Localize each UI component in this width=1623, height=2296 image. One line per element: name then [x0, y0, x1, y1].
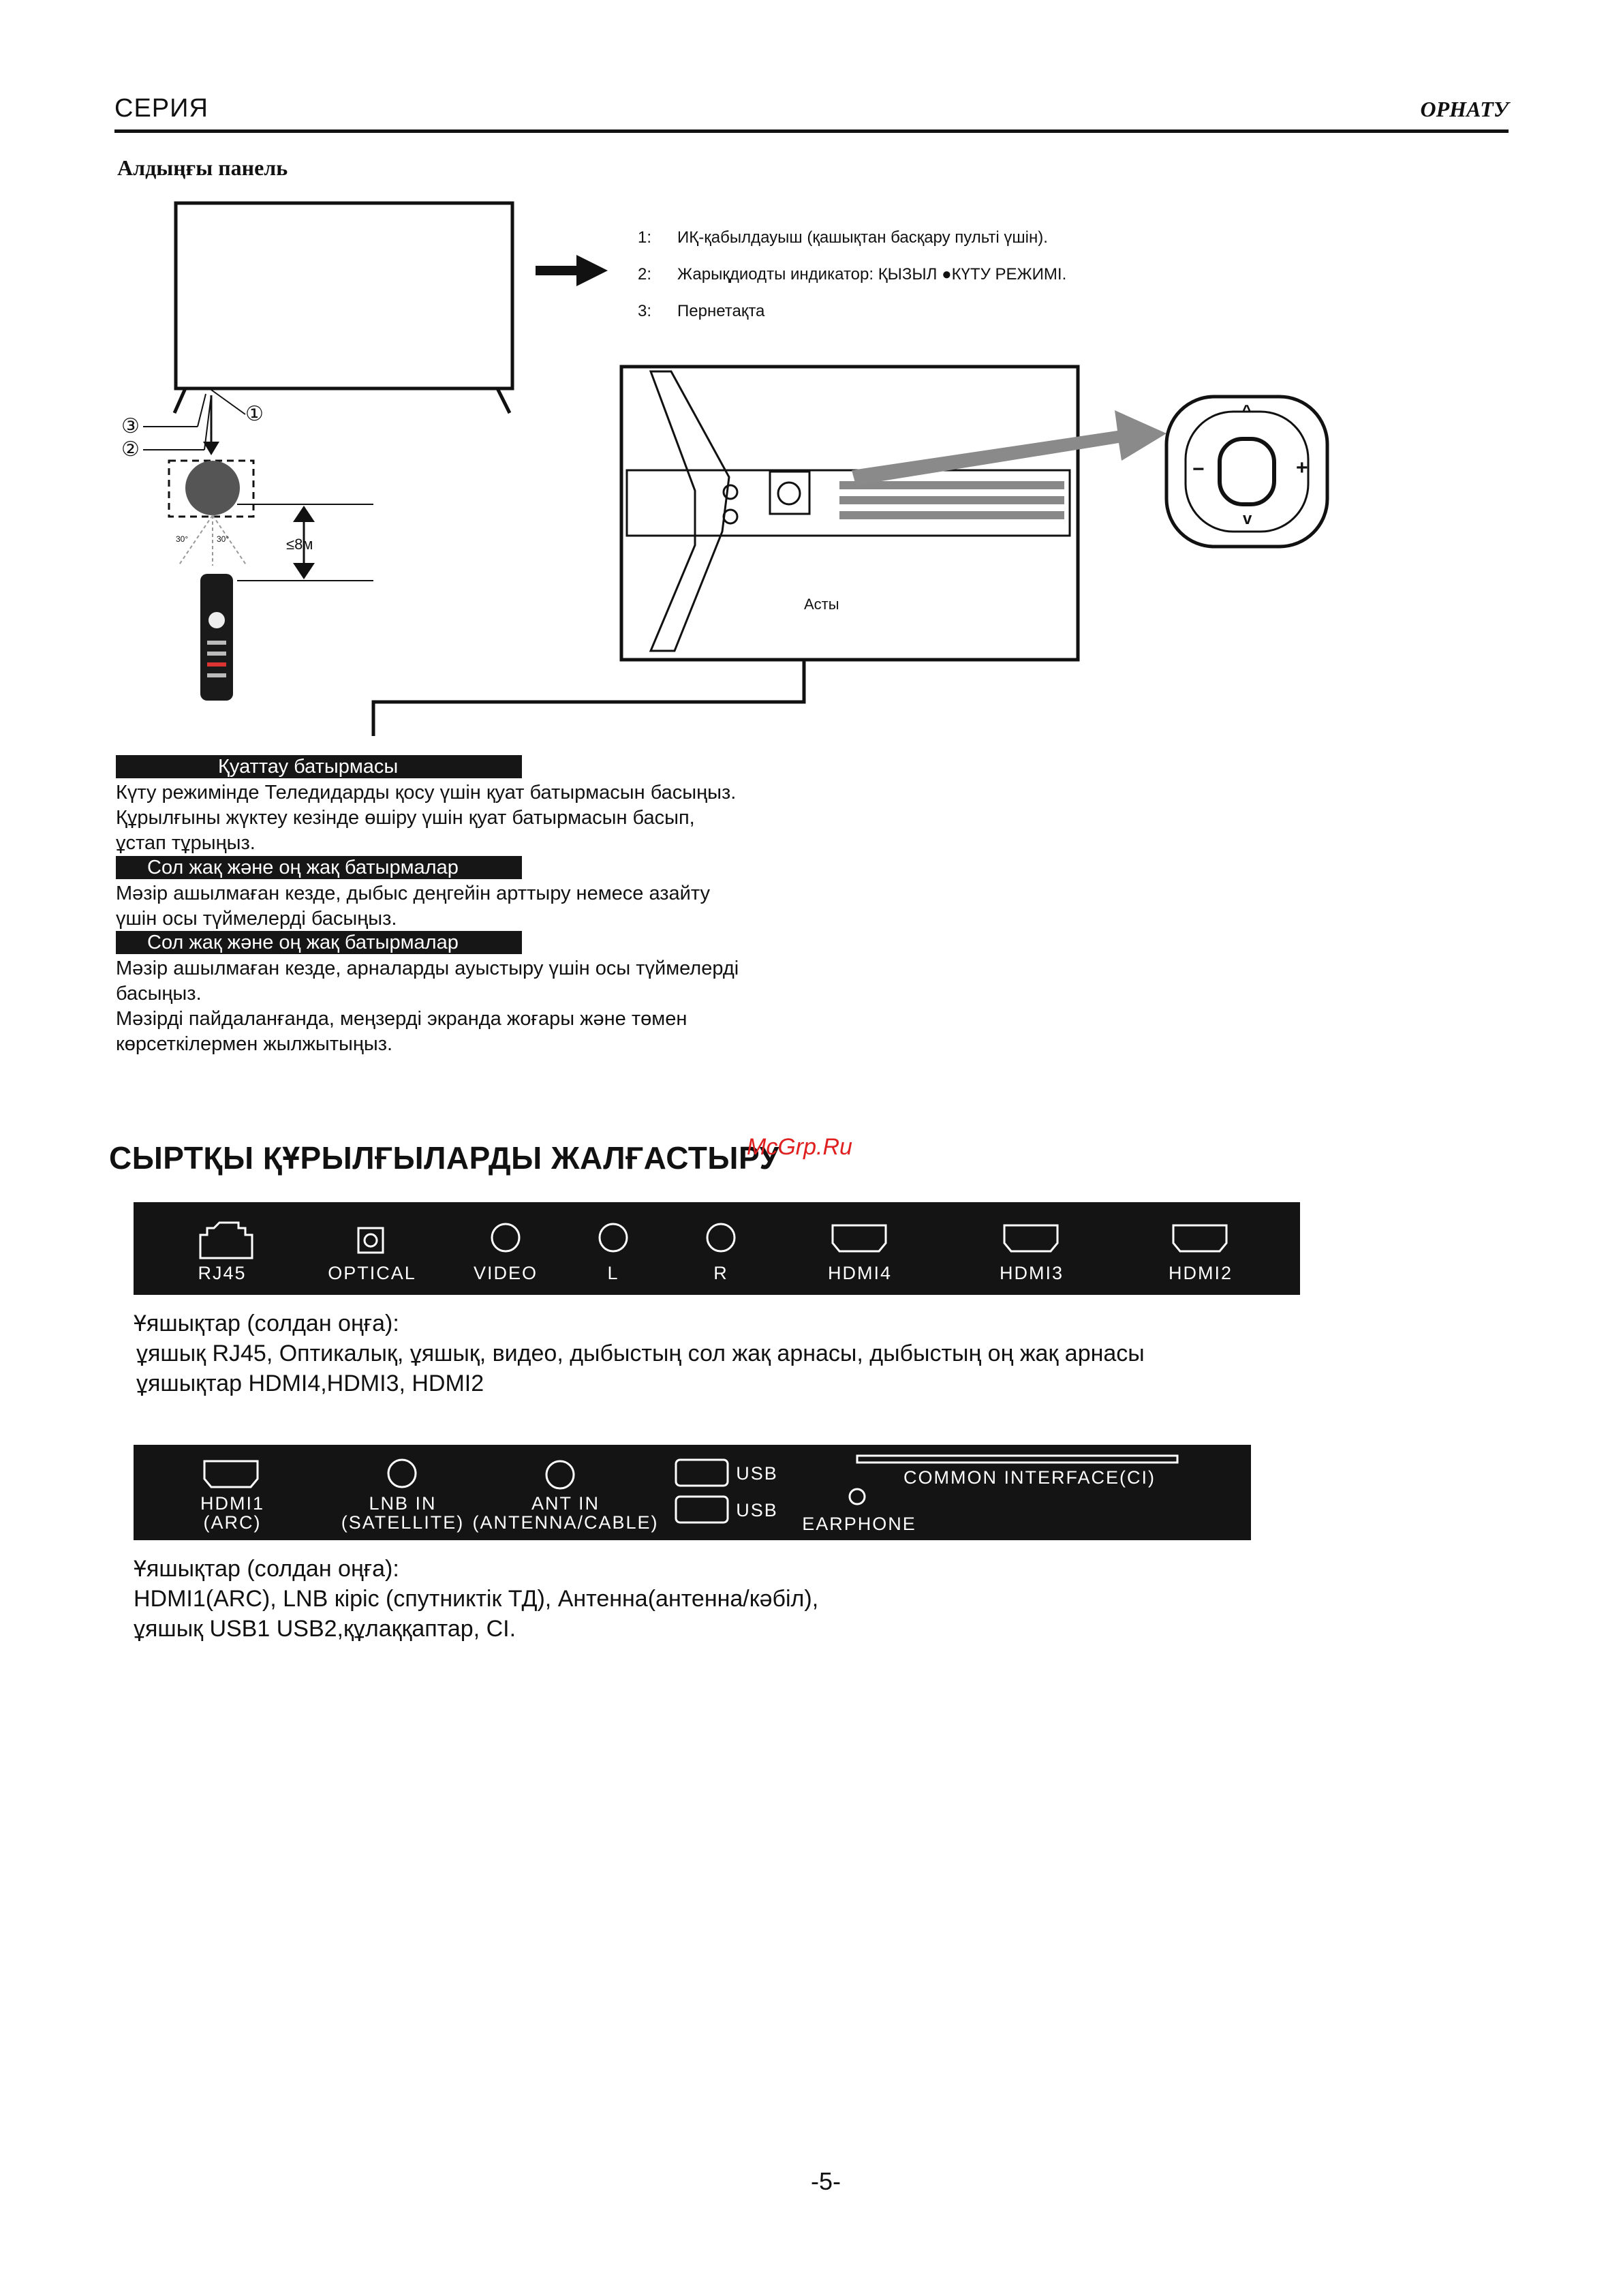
legend-item-3: 3: Пернетақта [638, 302, 765, 320]
callout-2: ② [121, 438, 140, 461]
remote-control [200, 574, 233, 701]
port-label-ant: ANT IN (ANTENNA/CABLE) [472, 1493, 659, 1533]
volume-buttons-text: Мәзір ашылмаған кезде, дыбыс деңгейін арттыру немесе азайту үшін осы түймелерді басыңыз. [116, 883, 710, 930]
callout-3: ③ [121, 415, 140, 438]
legend-arrow-shaft [536, 266, 578, 275]
front-panel-legend [638, 219, 1066, 330]
legend-item-1: 1: ИҚ-қабылдауыш (қашықтан басқару пульті үшін). [638, 228, 1048, 247]
lnb-port-icon [388, 1460, 416, 1487]
port-label-earphone: EARPHONE [802, 1514, 916, 1534]
connect-title: СЫРТҚЫ ҚҰРЫЛҒЫЛАРДЫ ЖАЛҒАСТЫРУ [109, 1140, 779, 1176]
hdmi2-port-icon [1173, 1225, 1226, 1251]
bottom-view-label: Асты [804, 596, 839, 613]
front-panel-title: Алдыңғы панель [117, 155, 288, 180]
panel-2-description: Ұяшықтар (солдан оңға): HDMI1(ARC), LNB кіріс (спутниктік ТД), Антенна(антенна/кәбіл), ұяшық USB1 USB2,құлаққаптар, CI. [134, 1556, 819, 1642]
hdmi4-port-icon [833, 1225, 886, 1251]
rear-panel-2-icons [134, 1445, 1251, 1540]
usb2-port-icon [676, 1497, 728, 1522]
port-label-hdmi3: HDMI3 [999, 1263, 1064, 1283]
port-label-l: L [607, 1263, 619, 1283]
power-button-text: Күту режимінде Теледидарды қосу үшін қуат батырмасын басыңыз. Құрылғыны жүктеу кезінде өшіру үшін қуат батырмасын басып, ұстап тұрыңыз. [116, 782, 737, 854]
channel-buttons-heading: Сол жақ және оң жақ батырмалар [116, 931, 522, 954]
tv-foot-left [174, 388, 185, 413]
keypad-center-button [1220, 439, 1274, 504]
usb1-port-icon [676, 1460, 728, 1486]
port-label-usb2: USB [736, 1500, 778, 1520]
page-number: -5- [811, 2167, 841, 2195]
port-label-lnb: LNB IN (SATELLITE) [341, 1493, 465, 1533]
rear-panel-2 [134, 1445, 1251, 1540]
angle-right-label: 30° [217, 534, 230, 544]
port-label-video: VIDEO [473, 1263, 538, 1283]
hdmi1-port-icon [204, 1461, 258, 1487]
legend-item-2: 2: Жарықдиодты индикатор: ҚЫЗЫЛ ●КҮТУ РЕЖИМІ. [638, 265, 1067, 284]
port-label-ci: COMMON INTERFACE(CI) [903, 1467, 1156, 1488]
panel-1-description: Ұяшықтар (солдан оңға): ұяшық RJ45, Оптикалық, ұяшық, видео, дыбыстың сол жақ арнасы, дыбыстың оң жақ арнасы ұяшықтар HDMI4,HDMI3, HDMI2 [134, 1311, 1145, 1396]
keypad-up-icon: ^ [1241, 401, 1252, 421]
ir-sensor [185, 461, 240, 515]
watermark: McGrp.Ru [747, 1134, 852, 1160]
keypad-plus-icon: + [1296, 457, 1308, 479]
keypad-down-icon: v [1243, 510, 1252, 528]
hdmi3-port-icon [1004, 1225, 1057, 1251]
section-label: ОРНАТУ [1420, 97, 1509, 121]
rj45-port-icon [200, 1223, 252, 1258]
port-label-rj45: RJ45 [198, 1263, 247, 1283]
channel-buttons-text: Мәзір ашылмаған кезде, арналарды ауыстыру үшін осы түймелерді басыңыз. Мәзірді пайдаланғанда, меңзерді экранда жоғары және төмен көрсеткілермен жылжытыңыз. [116, 958, 739, 1055]
rear-panel-1 [134, 1202, 1300, 1295]
port-label-optical: OPTICAL [328, 1263, 416, 1283]
legend-arrow-head [576, 255, 608, 286]
tv-foot-right [497, 388, 510, 413]
keypad-minus-icon: − [1192, 458, 1205, 480]
ant-port-icon [546, 1461, 574, 1488]
audio-l-port-icon [600, 1224, 627, 1251]
port-label-usb1: USB [736, 1463, 778, 1484]
series-label: СЕРИЯ [114, 94, 208, 123]
distance-label: ≤8м [286, 536, 313, 553]
header-rule [114, 129, 1509, 133]
tv-outline [176, 203, 512, 388]
video-port-icon [492, 1224, 519, 1251]
audio-r-port-icon [707, 1224, 735, 1251]
earphone-port-icon [850, 1489, 865, 1504]
port-label-hdmi1: HDMI1 (ARC) [200, 1493, 264, 1533]
ci-slot-icon [857, 1456, 1177, 1463]
port-label-r: R [713, 1263, 728, 1283]
angle-left-label: 30° [176, 534, 189, 544]
port-label-hdmi4: HDMI4 [827, 1263, 892, 1283]
optical-port-icon [358, 1228, 383, 1253]
port-label-hdmi2: HDMI2 [1168, 1263, 1233, 1283]
power-button-heading: Қуаттау батырмасы [116, 755, 522, 778]
volume-buttons-heading: Сол жақ және оң жақ батырмалар [116, 856, 522, 879]
callout-1: ① [245, 403, 264, 425]
